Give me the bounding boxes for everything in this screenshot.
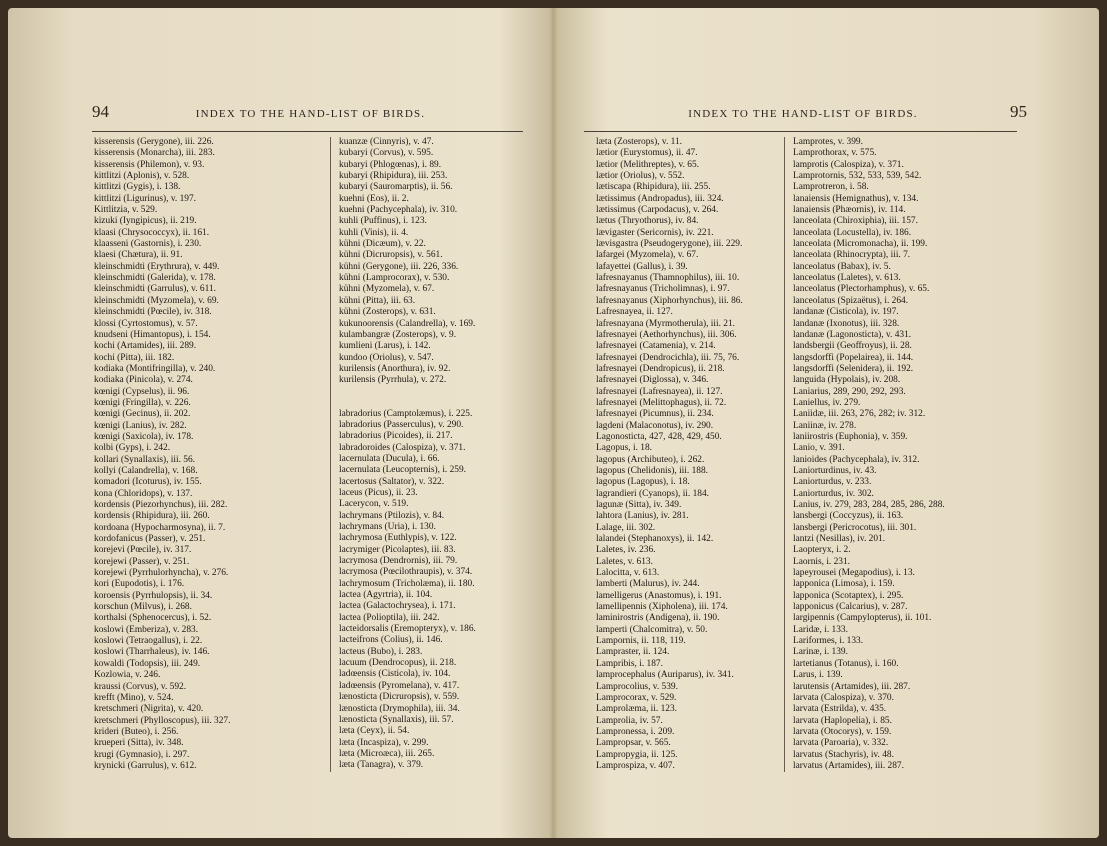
index-entry: kühni (Myzomela), v. 67. bbox=[339, 284, 435, 295]
index-entry: kühni (Pitta), iii. 63. bbox=[339, 295, 416, 306]
index-entry: kubaryi (Corvus), v. 595. bbox=[339, 148, 434, 159]
index-entry: kleinschmidti (Pœcile), iv. 318. bbox=[94, 307, 212, 318]
index-entry: lacrymosa (Dendrornis), iii. 79. bbox=[339, 556, 458, 567]
index-entry: lacernulata (Ducula), i. 66. bbox=[339, 453, 440, 464]
index-entry: Lamprolia, iv. 57. bbox=[596, 715, 663, 726]
index-entry: kona (Chloridops), v. 137. bbox=[94, 488, 193, 499]
index-entry: lafresnayanus (Tricholimnas), i. 97. bbox=[596, 284, 730, 295]
index-entry: laceus (Picus), ii. 23. bbox=[339, 487, 418, 498]
left-page bbox=[8, 8, 553, 838]
index-entry: kœnigi (Lanius), iv. 282. bbox=[94, 420, 187, 431]
index-entry: Larinæ, i. 139. bbox=[793, 647, 848, 658]
index-entry: Lamprocorax, v. 529. bbox=[596, 692, 677, 703]
index-entry: larvata (Paroaria), v. 332. bbox=[793, 738, 889, 749]
index-entry: koroensis (Pyrrhulopsis), ii. 34. bbox=[94, 590, 213, 601]
index-entry: kleinschmidti (Garrulus), v. 611. bbox=[94, 284, 216, 295]
index-entry: kolbi (Gyps), i. 242. bbox=[94, 443, 171, 454]
index-entry: larvata (Estrilda), v. 435. bbox=[793, 704, 887, 715]
index-entry: lafresnayei (Aethorhynchus), iii. 306. bbox=[596, 329, 737, 340]
index-entry: kuhli (Puffinus), i. 123. bbox=[339, 216, 427, 227]
index-entry: lacteifrons (Colius), ii. 146. bbox=[339, 635, 443, 646]
index-entry: kisserensis (Monarcha), iii. 283. bbox=[94, 148, 215, 159]
index-entry: kœnigi (Cypselus), ii. 96. bbox=[94, 386, 190, 397]
index-entry: lafresnayanus (Thamnophilus), iii. 10. bbox=[596, 273, 740, 284]
index-entry: labradorius (Camptolæmus), i. 225. bbox=[339, 408, 473, 419]
index-entry: Lalage, iii. 302. bbox=[596, 522, 656, 533]
index-entry: lachrymans (Ptilozis), v. 84. bbox=[339, 510, 445, 521]
index-entry: lamellipennis (Xipholena), iii. 174. bbox=[596, 602, 728, 613]
index-entry: krugi (Gymnasio), i. 297. bbox=[94, 749, 190, 760]
index-entry: lanceolata (Micromonacha), ii. 199. bbox=[793, 239, 928, 250]
index-entry: kundoo (Oriolus), v. 547. bbox=[339, 352, 434, 363]
index-entry: kollari (Synallaxis), iii. 56. bbox=[94, 454, 196, 465]
index-entry: Laridæ, i. 133. bbox=[793, 624, 848, 635]
index-entry: kühni (Zosterops), v. 631. bbox=[339, 307, 436, 318]
index-entry: lamelligerus (Anastomus), i. 191. bbox=[596, 590, 722, 601]
index-entry: krynicki (Garrulus), v. 612. bbox=[94, 760, 197, 771]
index-entry: komadori (Icoturus), iv. 155. bbox=[94, 477, 202, 488]
index-entry: kumlieni (Larus), i. 142. bbox=[339, 341, 431, 352]
left-page-number: 94 bbox=[92, 102, 109, 121]
index-entry: kochi (Artamides), iii. 289. bbox=[94, 341, 197, 352]
index-entry: korejewi (Pyrrhulorhyncha), v. 276. bbox=[94, 568, 229, 579]
index-entry: kleinschmidti (Myzomela), v. 69. bbox=[94, 295, 219, 306]
index-entry: lactea (Agyrtria), ii. 104. bbox=[339, 590, 433, 601]
index-entry: læta (Tanagra), v. 379. bbox=[339, 760, 424, 771]
index-entry: kordensis (Rhipidura), iii. 260. bbox=[94, 511, 210, 522]
index-entry: larvata (Otocorys), v. 159. bbox=[793, 726, 892, 737]
left-page-header bbox=[88, 102, 533, 130]
index-entry: Lalocitta, v. 613. bbox=[596, 568, 660, 579]
index-entry: Kittlitzia, v. 529. bbox=[94, 205, 158, 216]
index-entry: krefft (Mino), v. 524. bbox=[94, 692, 174, 703]
index-entry: lagopus (Chelidonis), iii. 188. bbox=[596, 465, 708, 476]
index-entry: Laornis, i. 231. bbox=[793, 556, 851, 567]
index-entry: larutensis (Artamides), iii. 287. bbox=[793, 681, 911, 692]
index-entry: lanceolata (Rhinocrypta), iii. 7. bbox=[793, 250, 911, 261]
index-entry: klaasi (Chrysococcyx), ii. 161. bbox=[94, 227, 210, 238]
index-entry: kordensis (Piezorhynchus), iii. 282. bbox=[94, 500, 228, 510]
index-entry: lafresnayana (Myrmotherula), iii. 21. bbox=[596, 318, 736, 329]
index-entry: lagopus (Archibuteo), i. 262. bbox=[596, 454, 705, 465]
index-entry: lafresnayei (Lafresnayea), ii. 127. bbox=[596, 386, 723, 397]
index-entry: kordofanicus (Passer), v. 251. bbox=[94, 534, 206, 545]
left-page-title: INDEX TO THE HAND-LIST OF BIRDS. bbox=[195, 108, 426, 120]
index-entry: Lampropygia, ii. 125. bbox=[596, 749, 678, 760]
index-entry: lansbergi (Pericrocotus), iii. 301. bbox=[793, 522, 917, 533]
index-entry: lætissimus (Andropadus), iii. 324. bbox=[596, 193, 724, 204]
index-entry: landanæ (Cisticola), iv. 197. bbox=[793, 307, 899, 318]
index-entry: lacuum (Dendrocopus), ii. 218. bbox=[339, 658, 457, 669]
index-entry: lacrymosa (Pœcilothraupis), v. 374. bbox=[339, 567, 473, 578]
index-entry: Laniidæ, iii. 263, 276, 282; iv. 312. bbox=[793, 409, 926, 420]
index-entry: largipennis (Campylopterus), ii. 101. bbox=[793, 613, 932, 624]
index-entry: kubaryi (Phlogœnas), i. 89. bbox=[339, 159, 442, 170]
index-entry: landsbergii (Geoffroyus), ii. 28. bbox=[793, 341, 912, 352]
left-column-1 bbox=[94, 137, 322, 772]
index-entry: lagunæ (Sitta), iv. 349. bbox=[596, 500, 682, 510]
index-entry: kisserensis (Philemon), v. 93. bbox=[94, 159, 205, 170]
index-entry: klossi (Cyrtostomus), v. 57. bbox=[94, 318, 198, 329]
index-entry: lævigaster (Sericornis), iv. 221. bbox=[596, 227, 714, 238]
index-entry: Lampribis, i. 187. bbox=[596, 658, 663, 669]
index-entry: koslowi (Tetraogallus), i. 22. bbox=[94, 636, 203, 647]
index-entry: labradorius (Picoides), ii. 217. bbox=[339, 431, 453, 442]
index-entry: kühni (Lamprocorax), v. 530. bbox=[339, 273, 450, 284]
index-entry: Laniorturdus, iv. 302. bbox=[793, 488, 874, 499]
index-entry: læta (Incaspiza), v. 299. bbox=[339, 737, 429, 748]
index-entry: Lanio, v. 391. bbox=[793, 443, 845, 454]
index-entry: kisserensis (Gerygone), iii. 226. bbox=[94, 137, 214, 147]
index-entry: klaasseni (Gastornis), i. 230. bbox=[94, 239, 202, 250]
index-entry: langsdorffi (Popelairea), ii. 144. bbox=[793, 352, 914, 363]
index-entry: Lariformes, i. 133. bbox=[793, 636, 864, 647]
index-entry: lafresnayei (Dendropicus), ii. 218. bbox=[596, 363, 725, 374]
index-entry: kittlitzi (Gygis), i. 138. bbox=[94, 182, 181, 193]
index-entry: kurilensis (Anorthura), iv. 92. bbox=[339, 363, 451, 374]
index-entry: korthalsi (Sphenocercus), i. 52. bbox=[94, 613, 212, 624]
index-entry: Laniorturdus, v. 233. bbox=[793, 477, 872, 488]
index-entry: Laniorturdinus, iv. 43. bbox=[793, 465, 877, 476]
index-entry: lalandei (Stephanoxys), ii. 142. bbox=[596, 534, 714, 545]
right-page-title: INDEX TO THE HAND-LIST OF BIRDS. bbox=[688, 108, 918, 120]
index-entry: kordoana (Hypocharmosyna), ii. 7. bbox=[94, 522, 226, 533]
right-page-header bbox=[579, 102, 1027, 130]
index-entry: kuehni (Eos), ii. 2. bbox=[339, 193, 409, 204]
index-entry: lanceolatus (Laletes), v. 613. bbox=[793, 273, 901, 284]
index-entry: langsdorffi (Selenidera), ii. 192. bbox=[793, 363, 914, 374]
index-entry: kukunoorensis (Calandrella), v. 169. bbox=[339, 318, 476, 329]
index-entry: lactea (Polioptila), iii. 242. bbox=[339, 612, 440, 623]
index-entry: landanæ (Lagonosticta), v. 431. bbox=[793, 329, 912, 340]
index-entry: lacteus (Bubo), i. 283. bbox=[339, 646, 423, 657]
index-entry: landanæ (Ixonotus), iii. 328. bbox=[793, 318, 900, 329]
index-entry: læta (Zosterops), v. 11. bbox=[596, 137, 683, 147]
index-entry: lanceolatus (Spizaëtus), i. 264. bbox=[793, 295, 909, 306]
index-entry: Larus, i. 139. bbox=[793, 670, 843, 681]
index-entry: kodiaka (Montifringilla), v. 240. bbox=[94, 363, 216, 374]
index-entry: kœnigi (Fringilla), v. 226. bbox=[94, 397, 191, 408]
index-entry: lartetianus (Totanus), i. 160. bbox=[793, 658, 899, 669]
index-entry: lactea (Galactochrysea), i. 171. bbox=[339, 601, 456, 612]
index-entry: kuanzæ (Cinnyris), v. 47. bbox=[339, 137, 434, 147]
index-entry: labradoroides (Calospiza), v. 371. bbox=[339, 442, 466, 453]
index-entry: kraussi (Corvus), v. 592. bbox=[94, 681, 187, 692]
index-entry: larvatus (Stachyris), iv. 48. bbox=[793, 749, 894, 760]
index-entry: lapponica (Scotaptex), i. 295. bbox=[793, 590, 904, 601]
index-entry: larvata (Calospiza), v. 370. bbox=[793, 692, 894, 703]
index-entry: kühni (Dicruropsis), v. 561. bbox=[339, 250, 443, 261]
index-entry: koslowi (Tharrhaleus), iv. 146. bbox=[94, 647, 210, 658]
index-entry: lætiscapa (Rhipidura), iii. 255. bbox=[596, 182, 711, 193]
index-entry: lamberti (Malurus), iv. 244. bbox=[596, 579, 700, 590]
index-entry: lanaiensis (Phæornis), iv. 114. bbox=[793, 205, 906, 216]
index-entry: Lanius, iv. 279, 283, 284, 285, 286, 288. bbox=[793, 500, 945, 510]
index-entry: kori (Eupodotis), i. 176. bbox=[94, 579, 185, 590]
index-entry: lachrymans (Uria), i. 130. bbox=[339, 522, 436, 532]
index-entry: lænosticta (Drymophila), iii. 34. bbox=[339, 703, 460, 714]
index-entry: kuehni (Pachycephala), iv. 310. bbox=[339, 205, 458, 216]
index-entry: krideri (Buteo), i. 256. bbox=[94, 726, 179, 737]
right-page-number: 95 bbox=[1010, 102, 1027, 121]
index-entry: Laniellus, iv. 279. bbox=[793, 397, 861, 408]
index-entry: kizuki (Iyngipicus), ii. 219. bbox=[94, 216, 197, 227]
index-entry: Laniinæ, iv. 278. bbox=[793, 420, 857, 431]
index-entry: lagdeni (Malaconotus), iv. 290. bbox=[596, 420, 714, 431]
index-entry: Lamprotes, v. 399. bbox=[793, 137, 863, 147]
index-entry: lamprocephalus (Auriparus), iv. 341. bbox=[596, 670, 734, 681]
book-spread bbox=[8, 8, 1099, 838]
index-entry: kittlitzi (Aplonis), v. 528. bbox=[94, 171, 190, 182]
index-entry: Lampronessa, i. 209. bbox=[596, 726, 675, 737]
index-entry: lafresnayei (Melittophagus), ii. 72. bbox=[596, 397, 727, 408]
index-entry: languida (Hypolais), iv. 208. bbox=[793, 375, 901, 386]
index-entry: Laniarius, 289, 290, 292, 293. bbox=[793, 386, 906, 397]
index-entry: korejevi (Pœcile), iv. 317. bbox=[94, 545, 192, 556]
index-entry: lansbergi (Coccyzus), ii. 163. bbox=[793, 511, 904, 522]
index-entry: laniirostris (Euphonia), v. 359. bbox=[793, 431, 908, 442]
index-entry: Laletes, v. 613. bbox=[596, 556, 653, 567]
index-entry: lævisgastra (Pseudogerygone), iii. 229. bbox=[596, 239, 743, 250]
index-entry: lanceolata (Locustella), iv. 186. bbox=[793, 227, 912, 238]
index-entry: kodiaka (Pinicola), v. 274. bbox=[94, 375, 193, 386]
index-entry: Lamprocolius, v. 539. bbox=[596, 681, 678, 692]
index-entry: kochi (Pitta), iii. 182. bbox=[94, 352, 175, 363]
index-entry: kleinschmidti (Galerida), v. 178. bbox=[94, 273, 216, 284]
index-entry: kubaryi (Sauromarptis), ii. 56. bbox=[339, 182, 453, 193]
index-entry: Lamprotornis, 532, 533, 539, 542. bbox=[793, 171, 922, 182]
index-entry: læta (Ceyx), ii. 54. bbox=[339, 726, 410, 737]
index-entry: lamperti (Chalcomitra), v. 50. bbox=[596, 624, 708, 635]
index-entry: kœnigi (Saxicola), iv. 178. bbox=[94, 431, 194, 442]
index-entry: lafresnayei (Diglossa), v. 346. bbox=[596, 375, 709, 386]
index-entry: lætior (Melithreptes), v. 65. bbox=[596, 159, 700, 170]
index-entry: korschun (Milvus), i. 268. bbox=[94, 602, 192, 613]
index-entry: Kozlowia, v. 246. bbox=[94, 670, 161, 681]
index-entry: lamprotis (Calospiza), v. 371. bbox=[793, 159, 904, 170]
index-entry: kuhli (Vinis), ii. 4. bbox=[339, 227, 409, 238]
index-entry: lætissimus (Carpodacus), v. 264. bbox=[596, 205, 719, 216]
index-entry: lafresnayei (Dendrocichla), iii. 75, 76. bbox=[596, 352, 740, 363]
index-entry: lafresnayanus (Xiphorhynchus), iii. 86. bbox=[596, 295, 743, 306]
index-entry: laminirostris (Andigena), ii. 190. bbox=[596, 613, 720, 624]
column-gap bbox=[339, 387, 549, 409]
index-entry: Lamprotreron, i. 58. bbox=[793, 182, 869, 193]
index-entry: lapponica (Limosa), i. 159. bbox=[793, 579, 895, 590]
index-entry: lætus (Thryothorus), iv. 84. bbox=[596, 216, 699, 227]
index-entry: Lampropsar, v. 565. bbox=[596, 738, 671, 749]
index-entry: Laopteryx, i. 2. bbox=[793, 545, 851, 556]
index-entry: lænosticta (Dicruropsis), v. 559. bbox=[339, 692, 460, 703]
index-entry: Lamprospiza, v. 407. bbox=[596, 760, 675, 771]
index-entry: lafargei (Myzomela), v. 67. bbox=[596, 250, 699, 261]
index-entry: lanceolata (Chiroxiphia), iii. 157. bbox=[793, 216, 918, 227]
index-entry: kretschmeri (Phylloscopus), iii. 327. bbox=[94, 715, 231, 726]
index-entry: kühni (Dicæum), v. 22. bbox=[339, 239, 426, 250]
index-entry: læta (Microæca), iii. 265. bbox=[339, 748, 435, 759]
index-entry: kubaryi (Rhipidura), iii. 253. bbox=[339, 171, 448, 182]
index-entry: lachrymosum (Tricholæma), ii. 180. bbox=[339, 578, 475, 589]
right-header-rule bbox=[584, 131, 1017, 132]
index-entry: kulambangræ (Zosterops), v. 9. bbox=[339, 329, 457, 340]
index-entry: lachrymosa (Euthlypis), v. 122. bbox=[339, 533, 457, 544]
index-entry: lacteidorsalis (Eremopteryx), v. 186. bbox=[339, 624, 476, 635]
index-entry: ladœensis (Cisticola), iv. 104. bbox=[339, 669, 451, 680]
index-entry: lafayettei (Gallus), i. 39. bbox=[596, 261, 688, 272]
index-entry: klaesi (Chætura), ii. 91. bbox=[94, 250, 183, 261]
index-entry: kühni (Gerygone), iii. 226, 336. bbox=[339, 261, 459, 272]
index-entry: Lamprolæma, ii. 123. bbox=[596, 704, 677, 715]
index-entry: Lagopus, i. 18. bbox=[596, 443, 652, 454]
index-entry: lætior (Oriolus), v. 552. bbox=[596, 171, 685, 182]
index-entry: krueperi (Sitta), iv. 348. bbox=[94, 738, 184, 749]
index-entry: kittlitzi (Ligurinus), v. 197. bbox=[94, 193, 196, 204]
index-entry: lahtora (Lanius), iv. 281. bbox=[596, 511, 689, 522]
index-entry: lanceolatus (Babax), iv. 5. bbox=[793, 261, 891, 272]
index-entry: kleinschmidti (Erythrura), v. 449. bbox=[94, 261, 220, 272]
index-entry: kœnigi (Gecinus), ii. 202. bbox=[94, 409, 191, 420]
index-entry: Lamprothorax, v. 575. bbox=[793, 148, 877, 159]
index-entry: lacrymiger (Picolaptes), iii. 83. bbox=[339, 544, 456, 555]
index-entry: lætior (Eurystomus), ii. 47. bbox=[596, 148, 698, 159]
index-entry: lænosticta (Synallaxis), iii. 57. bbox=[339, 714, 454, 725]
index-entry: Laletes, iv. 236. bbox=[596, 545, 656, 556]
index-entry: kollyi (Calandrella), v. 168. bbox=[94, 465, 198, 476]
index-entry: lafresnayei (Picumnus), ii. 234. bbox=[596, 409, 714, 420]
index-entry: larvata (Haplopelia), i. 85. bbox=[793, 715, 892, 726]
right-column-2 bbox=[784, 137, 1003, 772]
index-entry: lapponicus (Calcarius), v. 287. bbox=[793, 602, 908, 613]
index-entry: Lampraster, ii. 124. bbox=[596, 647, 670, 658]
index-entry: lagopus (Lagopus), i. 18. bbox=[596, 477, 690, 488]
index-entry: lafresnayei (Catamenia), v. 214. bbox=[596, 341, 716, 352]
index-entry: Lampornis, ii. 118, 119. bbox=[596, 636, 686, 647]
index-entry: kowaldi (Todopsis), iii. 249. bbox=[94, 658, 201, 669]
left-column-2 bbox=[330, 137, 549, 772]
index-entry: lacernulata (Leucopternis), i. 259. bbox=[339, 465, 467, 476]
index-entry: Lagonosticta, 427, 428, 429, 450. bbox=[596, 431, 722, 442]
index-entry: labradorius (Passerculus), v. 290. bbox=[339, 419, 464, 430]
index-entry: koslowi (Emberiza), v. 283. bbox=[94, 624, 199, 635]
index-entry: kurilensis (Pyrrhula), v. 272. bbox=[339, 375, 447, 386]
index-entry: korejewi (Passer), v. 251. bbox=[94, 556, 190, 567]
right-column-1 bbox=[596, 137, 792, 772]
index-entry: lagrandieri (Cyanops), ii. 184. bbox=[596, 488, 709, 499]
index-entry: lanioides (Pachycephala), iv. 312. bbox=[793, 454, 920, 465]
index-entry: knudseni (Himantopus), i. 154. bbox=[94, 329, 211, 340]
index-entry: Lafresnayea, ii. 127. bbox=[596, 307, 673, 318]
index-entry: Lacerycon, v. 519. bbox=[339, 499, 409, 510]
index-entry: lanaiensis (Hemignathus), v. 134. bbox=[793, 193, 919, 204]
index-entry: kretschmeri (Nigrita), v. 420. bbox=[94, 704, 204, 715]
index-entry: larvatus (Artamides), iii. 287. bbox=[793, 760, 904, 771]
left-header-rule bbox=[92, 131, 523, 132]
index-entry: ladœensis (Pyromelana), v. 417. bbox=[339, 680, 460, 691]
index-entry: lacertosus (Saltator), v. 322. bbox=[339, 476, 445, 487]
index-entry: lanceolatus (Plectorhamphus), v. 65. bbox=[793, 284, 930, 295]
right-page bbox=[554, 8, 1099, 838]
index-entry: lapeyrousei (Megapodius), i. 13. bbox=[793, 568, 915, 579]
index-entry: lantzi (Nesillas), iv. 201. bbox=[793, 534, 886, 545]
